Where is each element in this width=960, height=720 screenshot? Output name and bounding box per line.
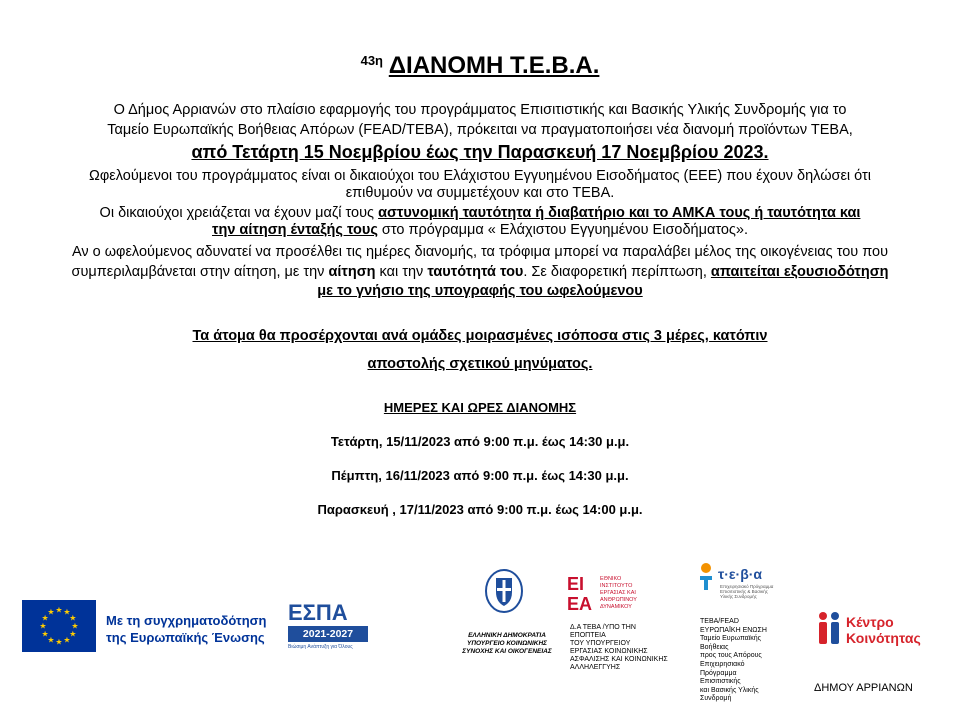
groups-line-2 — [20, 356, 940, 373]
schedule-heading-text: ΗΜΕΡΕΣ ΚΑΙ ΩΡΕΣ ΔΙΑΝΟΜΗΣ — [383, 400, 577, 415]
schedule-day-1: Τετάρτη, 15/11/2023 από 9:00 π.μ. έως 14:30 μ.μ. — [330, 434, 630, 449]
title-text: ΔΙΑΝΟΜΗ Τ.Ε.Β.Α. — [388, 52, 600, 79]
auth-text-f: απαιτείται εξουσιοδότηση — [710, 264, 889, 280]
auth-text-b: αίτηση — [328, 264, 376, 280]
kentro-people-icon — [816, 610, 842, 650]
auth-text-c: και την — [375, 264, 428, 280]
eu-star-icon: ★ — [69, 629, 77, 639]
eiead-logo-2: ΙΝΣΤΙΤΟΥΤΟ — [600, 583, 633, 589]
teba-text-2: ΕΥΡΩΠΑΪΚΗ ΕΝΩΣΗ — [700, 626, 767, 634]
documents-required-2: την αίτηση ένταξής τους — [212, 222, 378, 238]
documents-required-1: αστυνομική ταυτότητα ή διαβατήριο και το ΑΜΚΑ τους ή ταυτότητα και — [378, 205, 861, 221]
teba-caption-3: Υλικής Συνδρομής — [720, 594, 757, 599]
eiead-text-2: ΕΠΟΠΤΕΙΑ — [570, 632, 606, 639]
eu-star-icon: ★ — [71, 621, 79, 631]
intro-line-2: Ταμείο Ευρωπαϊκής Βοήθειας Απόρων (FEAD/ΤΕΒΑ), πρόκειται να πραγματοποιήσει νέα διανομή προϊόντων ΤΕΒΑ, — [107, 122, 853, 138]
title-superscript: 43η — [360, 53, 383, 68]
schedule-day-3: Παρασκευή , 17/11/2023 από 9:00 π.μ. έως 14:00 μ.μ. — [317, 502, 643, 517]
espa-motto: Βιώσιμη Ανάπτυξη για Όλους — [288, 644, 353, 650]
teba-text-8: Επισιτιστικής — [700, 678, 741, 686]
eiead-logo-1: ΕΘΝΙΚΟ — [600, 576, 622, 582]
eu-text-2: της Ευρωπαϊκής Ένωσης — [106, 630, 265, 645]
auth-text-d: ταυτότητά του — [427, 264, 524, 280]
auth-text-a: συμπεριλαμβάνεται στην αίτηση, με την — [71, 264, 329, 280]
intro-line-1: Ο Δήμος Αρριανών στο πλαίσιο εφαρμογής του προγράμματος Επισιτιστικής και Βασικής Υλικής Συνδρομής για το — [113, 102, 847, 118]
eu-flag-icon — [22, 600, 96, 652]
documents-prefix: Οι δικαιούχοι χρειάζεται να έχουν μαζί τους — [99, 205, 379, 221]
documents-line-1 — [20, 205, 940, 222]
intro-dates — [20, 144, 940, 163]
groups-text-1: Τα άτομα θα προσέρχονται ανά ομάδες μοιρασμένες ισόποσα στις 3 μέρες, κατόπιν — [192, 328, 768, 344]
teba-text-10: Συνδρομή — [700, 695, 732, 703]
coat-of-arms-icon — [484, 568, 524, 614]
eiead-text-5: ΑΣΦΑΛΙΣΗΣ ΚΑΙ ΚΟΙΝΩΝΙΚΗΣ — [570, 656, 668, 663]
svg-text:ΕΙ: ΕΙ — [567, 574, 585, 594]
groups-text-2: αποστολής σχετικού μηνύματος. — [367, 356, 593, 372]
teba-logo — [692, 562, 792, 718]
distribution-dates: από Τετάρτη 15 Νοεμβρίου έως την Παρασκευή 17 Νοεμβρίου 2023. — [191, 142, 769, 162]
greece-text-1: ΕΛΛΗΝΙΚΗ ΔΗΜΟΚΡΑΤΙΑ — [468, 632, 546, 639]
beneficiaries-line-1: Ωφελούμενοι του προγράμματος είναι οι δικαιούχοι του Ελάχιστου Εγγυημένου Εισοδήματος (ΕΕΕ) που έχουν δηλώσει ότι — [89, 168, 871, 184]
eu-star-icon: ★ — [39, 621, 47, 631]
eiead-text-6: ΑΛΛΗΛΕΓΓΥΗΣ — [570, 664, 621, 671]
eu-star-icon: ★ — [55, 637, 63, 647]
eiead-logo-4: ΑΝΘΡΩΠΙΝΟΥ — [600, 597, 637, 603]
documents-line-2 — [20, 222, 940, 239]
greece-ministry-logo — [452, 568, 562, 668]
kentro-text-2: Κοινότητας — [846, 630, 921, 646]
eu-star-icon: ★ — [63, 635, 71, 645]
teba-text-3: Ταμείο Ευρωπαϊκής — [700, 635, 762, 643]
teba-text-4: Βοήθειας — [700, 643, 729, 651]
schedule-day-2: Πέμπτη, 16/11/2023 από 9:00 π.μ. έως 14:30 μ.μ. — [331, 468, 629, 483]
eu-star-icon: ★ — [41, 629, 49, 639]
auth-text-e: . Σε διαφορετική περίπτωση, — [523, 264, 711, 280]
authorization-line-2 — [20, 264, 940, 281]
eu-star-icon: ★ — [47, 607, 55, 617]
espa-name: ΕΣΠΑ — [288, 600, 348, 625]
beneficiaries-line-2: επιθυμούν να συμμετέχουν και στο ΤΕΒΑ. — [345, 185, 615, 201]
teba-text-1: ΤΕΒΑ/FEAD — [700, 618, 739, 625]
eu-star-icon: ★ — [41, 613, 49, 623]
groups-line-1 — [20, 328, 940, 345]
eu-cofunding-logo — [22, 600, 282, 658]
eiead-text-4: ΕΡΓΑΣΙΑΣ ΚΟΙΝΩΝΙΚΗΣ — [570, 648, 648, 655]
espa-years: 2021-2027 — [288, 626, 368, 642]
kentro-koinotitas-logo — [812, 602, 952, 702]
greece-text-2: ΥΠΟΥΡΓΕΙΟ ΚΟΙΝΩΝΙΚΗΣ — [466, 640, 548, 647]
eiead-text-1: Δ.Α ΤΕΒΑ /ΥΠΟ ΤΗΝ — [570, 624, 636, 631]
eu-star-icon: ★ — [63, 607, 71, 617]
teba-caption-2: Επισιτιστικής & Βασικής — [720, 589, 768, 594]
eiead-logo — [566, 572, 696, 682]
dimos-arrianon: ΔΗΜΟΥ ΑΡΡΙΑΝΩΝ — [814, 682, 913, 694]
teba-brand: τ·ε·β·α — [718, 566, 763, 582]
authorization-line-3 — [20, 283, 940, 300]
teba-text-5: προς τους Απόρους — [700, 652, 762, 660]
page-title — [0, 52, 960, 80]
teba-text-9: και Βασικής Υλικής — [700, 686, 759, 694]
schedule-heading — [0, 400, 960, 415]
eu-star-icon: ★ — [69, 613, 77, 623]
eiead-mark-icon — [566, 572, 596, 612]
kentro-text-1: Κέντρο — [846, 614, 894, 630]
eu-text-1: Με τη συγχρηματοδότηση — [106, 613, 267, 628]
teba-mark-icon — [694, 562, 718, 592]
greece-text-3: ΣΥΝΟΧΗΣ ΚΑΙ ΟΙΚΟΓΕΝΕΙΑΣ — [462, 648, 552, 655]
documents-suffix: στο πρόγραμμα « Ελάχιστου Εγγυημένου Εισοδήματος». — [377, 222, 748, 238]
authorization-line-1: Αν ο ωφελούμενος αδυνατεί να προσέλθει τις ημέρες διανομής, τα τρόφιμα μπορεί να παραλάβει μέλος της οικογένειας του που — [71, 244, 889, 260]
espa-logo — [288, 600, 372, 662]
teba-text-6: Επιχειρησιακό — [700, 660, 745, 668]
svg-text:ΕΑ: ΕΑ — [567, 594, 593, 612]
eiead-text-3: ΤΟΥ ΥΠΟΥΡΓΕΙΟΥ — [570, 640, 631, 647]
teba-caption-1: Επιχειρησιακό Πρόγραμμα — [720, 584, 774, 589]
eu-star-icon: ★ — [55, 605, 63, 615]
teba-text-7: Πρόγραμμα — [700, 669, 737, 677]
eiead-logo-5: ΔΥΝΑΜΙΚΟΥ — [600, 604, 632, 610]
eiead-logo-3: ΕΡΓΑΣΙΑΣ ΚΑΙ — [600, 590, 636, 596]
eu-star-icon: ★ — [47, 635, 55, 645]
auth-text-g: με το γνήσιο της υπογραφής του ωφελούμενου — [317, 283, 643, 299]
